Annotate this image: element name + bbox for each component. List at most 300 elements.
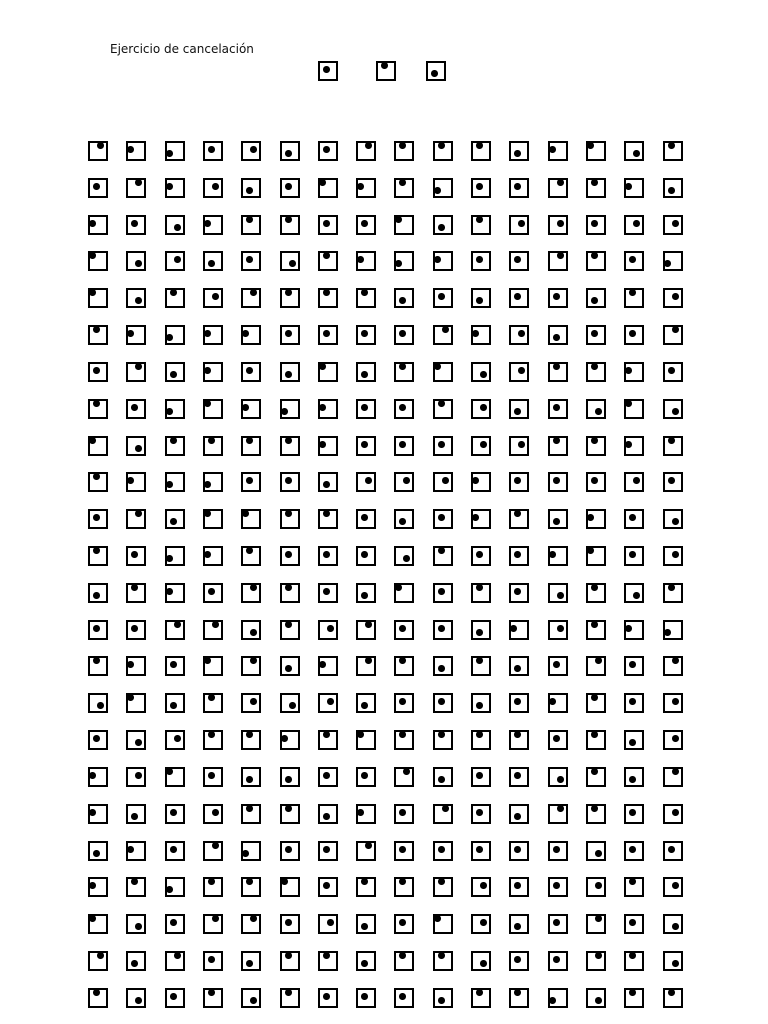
grid-box	[165, 841, 185, 861]
grid-box	[241, 472, 261, 492]
grid-box	[88, 288, 108, 308]
dot-top-right	[212, 842, 219, 849]
dot-left	[357, 183, 364, 190]
dot-top	[361, 289, 368, 296]
grid-box	[126, 288, 146, 308]
dot-center	[361, 220, 368, 227]
grid-box	[586, 436, 606, 456]
grid-box	[126, 472, 146, 492]
dot-bottom	[399, 518, 406, 525]
grid-box	[318, 656, 338, 676]
dot-top	[285, 805, 292, 812]
grid-box	[203, 656, 223, 676]
grid-box	[586, 877, 606, 897]
grid-box	[433, 178, 453, 198]
grid-box	[203, 841, 223, 861]
grid-box	[280, 877, 300, 897]
grid-box	[471, 620, 491, 640]
grid-box	[433, 509, 453, 529]
dot-bottom	[553, 334, 560, 341]
dot-bottom	[514, 813, 521, 820]
grid-box	[241, 841, 261, 861]
dot-left	[127, 146, 134, 153]
grid-box	[356, 251, 376, 271]
grid-box	[203, 436, 223, 456]
grid-box	[203, 472, 223, 492]
dot-top	[591, 437, 598, 444]
dot-top-right	[97, 952, 104, 959]
grid-box	[548, 472, 568, 492]
grid-box	[471, 251, 491, 271]
grid-box	[663, 693, 683, 713]
grid-box	[203, 988, 223, 1008]
grid-box	[548, 215, 568, 235]
dot-bottom-right	[672, 960, 679, 967]
grid-box	[356, 914, 376, 934]
grid-box	[356, 472, 376, 492]
grid-box	[624, 767, 644, 787]
dot-top	[514, 731, 521, 738]
dot-top	[131, 878, 138, 885]
dot-center	[514, 846, 521, 853]
grid-box	[318, 546, 338, 566]
grid-box	[471, 988, 491, 1008]
grid-box	[663, 178, 683, 198]
grid-box	[586, 251, 606, 271]
grid-box	[356, 215, 376, 235]
dot-bottom-left	[664, 260, 671, 267]
grid-box	[394, 178, 414, 198]
grid-box	[509, 988, 529, 1008]
grid-box	[433, 436, 453, 456]
dot-center	[553, 956, 560, 963]
dot-bottom	[514, 923, 521, 930]
grid-box	[241, 656, 261, 676]
dot-right	[480, 882, 487, 889]
dot-right	[250, 146, 257, 153]
grid-box	[548, 767, 568, 787]
grid-box	[356, 767, 376, 787]
grid-box	[624, 399, 644, 419]
grid-box	[318, 509, 338, 529]
dot-top-left	[625, 400, 632, 407]
dot-center	[629, 919, 636, 926]
dot-center	[399, 625, 406, 632]
grid-box	[509, 914, 529, 934]
dot-top	[170, 437, 177, 444]
dot-top	[399, 179, 406, 186]
dot-top-left	[357, 731, 364, 738]
dot-center	[361, 514, 368, 521]
dot-bottom-left	[204, 481, 211, 488]
grid-box	[126, 693, 146, 713]
grid-box	[509, 141, 529, 161]
dot-center	[514, 956, 521, 963]
dot-center	[170, 661, 177, 668]
grid-box	[586, 841, 606, 861]
dot-bottom-right	[289, 702, 296, 709]
dot-bottom	[361, 923, 368, 930]
dot-bottom-right	[135, 997, 142, 1004]
dot-top	[285, 621, 292, 628]
grid-box	[318, 399, 338, 419]
dot-bottom-right	[174, 224, 181, 231]
dot-bottom	[131, 960, 138, 967]
grid-box	[663, 509, 683, 529]
dot-left	[357, 256, 364, 263]
grid-box	[663, 951, 683, 971]
dot-top-left	[204, 400, 211, 407]
grid-box	[509, 325, 529, 345]
dot-bottom-right	[403, 555, 410, 562]
dot-left	[204, 367, 211, 374]
dot-top-right	[135, 179, 142, 186]
dot-bottom-right	[480, 960, 487, 967]
grid-box	[241, 620, 261, 640]
dot-left	[89, 809, 96, 816]
grid-box	[394, 656, 414, 676]
grid-box	[241, 141, 261, 161]
grid-box	[165, 877, 185, 897]
grid-box	[548, 583, 568, 603]
grid-box	[88, 362, 108, 382]
grid-box	[165, 325, 185, 345]
grid-box	[318, 251, 338, 271]
dot-center	[131, 404, 138, 411]
dot-bottom-right	[672, 923, 679, 930]
grid-box	[203, 399, 223, 419]
grid-box	[624, 362, 644, 382]
grid-box	[165, 693, 185, 713]
grid-box	[509, 251, 529, 271]
grid-box	[356, 362, 376, 382]
dot-top	[93, 400, 100, 407]
dot-top	[591, 731, 598, 738]
grid-box	[241, 988, 261, 1008]
dot-top-left	[395, 584, 402, 591]
dot-top-right	[365, 142, 372, 149]
grid-box	[126, 178, 146, 198]
grid-box	[624, 693, 644, 713]
grid-box	[88, 693, 108, 713]
dot-right	[672, 551, 679, 558]
grid-box	[394, 767, 414, 787]
dot-top	[381, 62, 388, 69]
dot-center	[399, 698, 406, 705]
grid-box	[548, 988, 568, 1008]
grid-box	[624, 914, 644, 934]
grid-box	[509, 767, 529, 787]
dot-top-right	[595, 657, 602, 664]
dot-center	[629, 846, 636, 853]
grid-box	[433, 951, 453, 971]
dot-center	[323, 846, 330, 853]
dot-bottom-right	[97, 702, 104, 709]
grid-box	[433, 693, 453, 713]
grid-box	[433, 251, 453, 271]
grid-box	[433, 804, 453, 824]
dot-bottom-left	[166, 150, 173, 157]
dot-bottom-right	[135, 260, 142, 267]
grid-box	[509, 841, 529, 861]
dot-bottom-right	[595, 408, 602, 415]
grid-box	[509, 288, 529, 308]
grid-box	[280, 914, 300, 934]
dot-top-left	[89, 915, 96, 922]
dot-left	[357, 809, 364, 816]
dot-left	[625, 367, 632, 374]
dot-bottom-left	[166, 481, 173, 488]
dot-center	[246, 367, 253, 374]
dot-top	[170, 289, 177, 296]
grid-box	[126, 951, 146, 971]
dot-center	[438, 588, 445, 595]
grid-box	[509, 399, 529, 419]
grid-box	[88, 509, 108, 529]
dot-bottom-right	[595, 997, 602, 1004]
grid-box	[203, 178, 223, 198]
dot-center	[285, 919, 292, 926]
dot-right	[250, 698, 257, 705]
dot-bottom-right	[250, 629, 257, 636]
dot-top	[93, 989, 100, 996]
grid-box	[471, 583, 491, 603]
dot-top	[438, 547, 445, 554]
dot-bottom-left	[281, 408, 288, 415]
dot-top	[591, 252, 598, 259]
dot-center	[399, 809, 406, 816]
dot-top	[476, 731, 483, 738]
grid-box	[88, 656, 108, 676]
dot-center	[629, 514, 636, 521]
dot-left	[625, 625, 632, 632]
grid-box	[280, 693, 300, 713]
dot-bottom-right	[135, 297, 142, 304]
dot-top	[93, 657, 100, 664]
dot-top	[438, 952, 445, 959]
grid-box	[509, 620, 529, 640]
dot-center	[399, 919, 406, 926]
grid-box	[663, 546, 683, 566]
grid-box	[548, 877, 568, 897]
grid-box	[280, 472, 300, 492]
dot-top	[476, 657, 483, 664]
dot-center	[246, 256, 253, 263]
grid-box	[433, 767, 453, 787]
grid-box	[203, 767, 223, 787]
dot-right	[672, 882, 679, 889]
dot-center	[170, 993, 177, 1000]
grid-box	[356, 546, 376, 566]
grid-box	[394, 509, 414, 529]
grid-box	[280, 841, 300, 861]
grid-box	[356, 730, 376, 750]
dot-left	[434, 256, 441, 263]
dot-left	[204, 551, 211, 558]
grid-box	[318, 288, 338, 308]
dot-top-right	[672, 326, 679, 333]
grid-box	[165, 914, 185, 934]
grid-box	[471, 141, 491, 161]
dot-top-right	[557, 252, 564, 259]
dot-bottom-left	[434, 187, 441, 194]
dot-center	[323, 146, 330, 153]
grid-box	[88, 141, 108, 161]
grid-box	[165, 767, 185, 787]
grid-box	[624, 325, 644, 345]
grid-box	[165, 730, 185, 750]
grid-box	[624, 546, 644, 566]
grid-box	[203, 509, 223, 529]
grid-box	[433, 988, 453, 1008]
grid-box	[433, 141, 453, 161]
dot-right	[135, 772, 142, 779]
grid-box	[586, 215, 606, 235]
dot-top	[591, 363, 598, 370]
grid-box	[318, 325, 338, 345]
grid-box	[165, 288, 185, 308]
grid-box	[394, 362, 414, 382]
dot-bottom	[285, 776, 292, 783]
grid-box	[126, 215, 146, 235]
dot-bottom	[438, 997, 445, 1004]
grid-box	[548, 546, 568, 566]
dot-bottom-left	[166, 334, 173, 341]
grid-box	[318, 620, 338, 640]
grid-box	[663, 914, 683, 934]
grid-box	[203, 620, 223, 640]
dot-bottom	[514, 150, 521, 157]
grid-box	[548, 841, 568, 861]
dot-top-right	[672, 657, 679, 664]
grid-box	[241, 288, 261, 308]
grid-box	[88, 877, 108, 897]
dot-center	[514, 698, 521, 705]
dot-left	[89, 772, 96, 779]
grid-box	[471, 215, 491, 235]
dot-right	[212, 293, 219, 300]
grid-box	[203, 325, 223, 345]
grid-box	[203, 951, 223, 971]
dot-bottom	[170, 371, 177, 378]
dot-top-left	[587, 142, 594, 149]
dot-bottom	[431, 70, 438, 77]
grid-box	[88, 841, 108, 861]
dot-bottom	[553, 518, 560, 525]
dot-bottom	[131, 813, 138, 820]
grid-box	[356, 656, 376, 676]
grid-box	[165, 509, 185, 529]
dot-center	[131, 551, 138, 558]
dot-bottom-right	[135, 923, 142, 930]
dot-top	[246, 547, 253, 554]
grid-box	[663, 988, 683, 1008]
dot-right	[327, 919, 334, 926]
grid-box	[548, 251, 568, 271]
grid-box	[471, 693, 491, 713]
grid-box	[586, 472, 606, 492]
dot-top-right	[174, 952, 181, 959]
grid-box	[203, 914, 223, 934]
grid-box	[318, 841, 338, 861]
dot-center	[553, 735, 560, 742]
dot-right	[672, 698, 679, 705]
grid-box	[88, 399, 108, 419]
dot-center	[514, 882, 521, 889]
dot-bottom-right	[557, 592, 564, 599]
grid-box	[663, 583, 683, 603]
dot-center	[131, 220, 138, 227]
dot-bottom-right	[289, 260, 296, 267]
grid-box	[509, 436, 529, 456]
grid-box	[318, 141, 338, 161]
grid-box	[241, 693, 261, 713]
grid-box	[471, 914, 491, 934]
dot-top-right	[212, 915, 219, 922]
grid-box	[624, 215, 644, 235]
grid-box	[280, 141, 300, 161]
dot-bottom	[246, 187, 253, 194]
grid-box	[663, 362, 683, 382]
grid-box	[433, 546, 453, 566]
grid-box	[280, 399, 300, 419]
grid-box	[394, 325, 414, 345]
dot-left	[281, 735, 288, 742]
grid-box	[433, 730, 453, 750]
dot-top	[285, 989, 292, 996]
dot-top	[399, 731, 406, 738]
dot-top-right	[250, 915, 257, 922]
grid-box	[471, 951, 491, 971]
grid-box	[586, 362, 606, 382]
dot-top	[399, 878, 406, 885]
grid-box	[318, 693, 338, 713]
grid-box	[241, 877, 261, 897]
dot-center	[208, 956, 215, 963]
grid-box	[586, 730, 606, 750]
grid-box	[586, 546, 606, 566]
dot-top-left	[319, 363, 326, 370]
grid-box	[280, 583, 300, 603]
dot-top-left	[166, 768, 173, 775]
grid-box	[433, 914, 453, 934]
grid-box	[548, 178, 568, 198]
dot-center	[438, 698, 445, 705]
grid-box	[548, 399, 568, 419]
dot-left	[472, 514, 479, 521]
grid-box	[509, 362, 529, 382]
grid-box	[548, 362, 568, 382]
dot-center	[553, 846, 560, 853]
dot-center	[323, 66, 330, 73]
grid-box	[126, 841, 146, 861]
dot-top-left	[395, 216, 402, 223]
dot-bottom	[438, 224, 445, 231]
dot-top	[93, 547, 100, 554]
grid-box	[356, 325, 376, 345]
dot-top	[399, 363, 406, 370]
dot-right	[672, 735, 679, 742]
dot-right	[518, 441, 525, 448]
dot-center	[323, 330, 330, 337]
dot-top-left	[587, 547, 594, 554]
dot-bottom	[285, 150, 292, 157]
dot-left	[625, 441, 632, 448]
grid-box	[356, 804, 376, 824]
grid-box	[241, 325, 261, 345]
dot-top-left	[89, 437, 96, 444]
grid-box	[203, 546, 223, 566]
